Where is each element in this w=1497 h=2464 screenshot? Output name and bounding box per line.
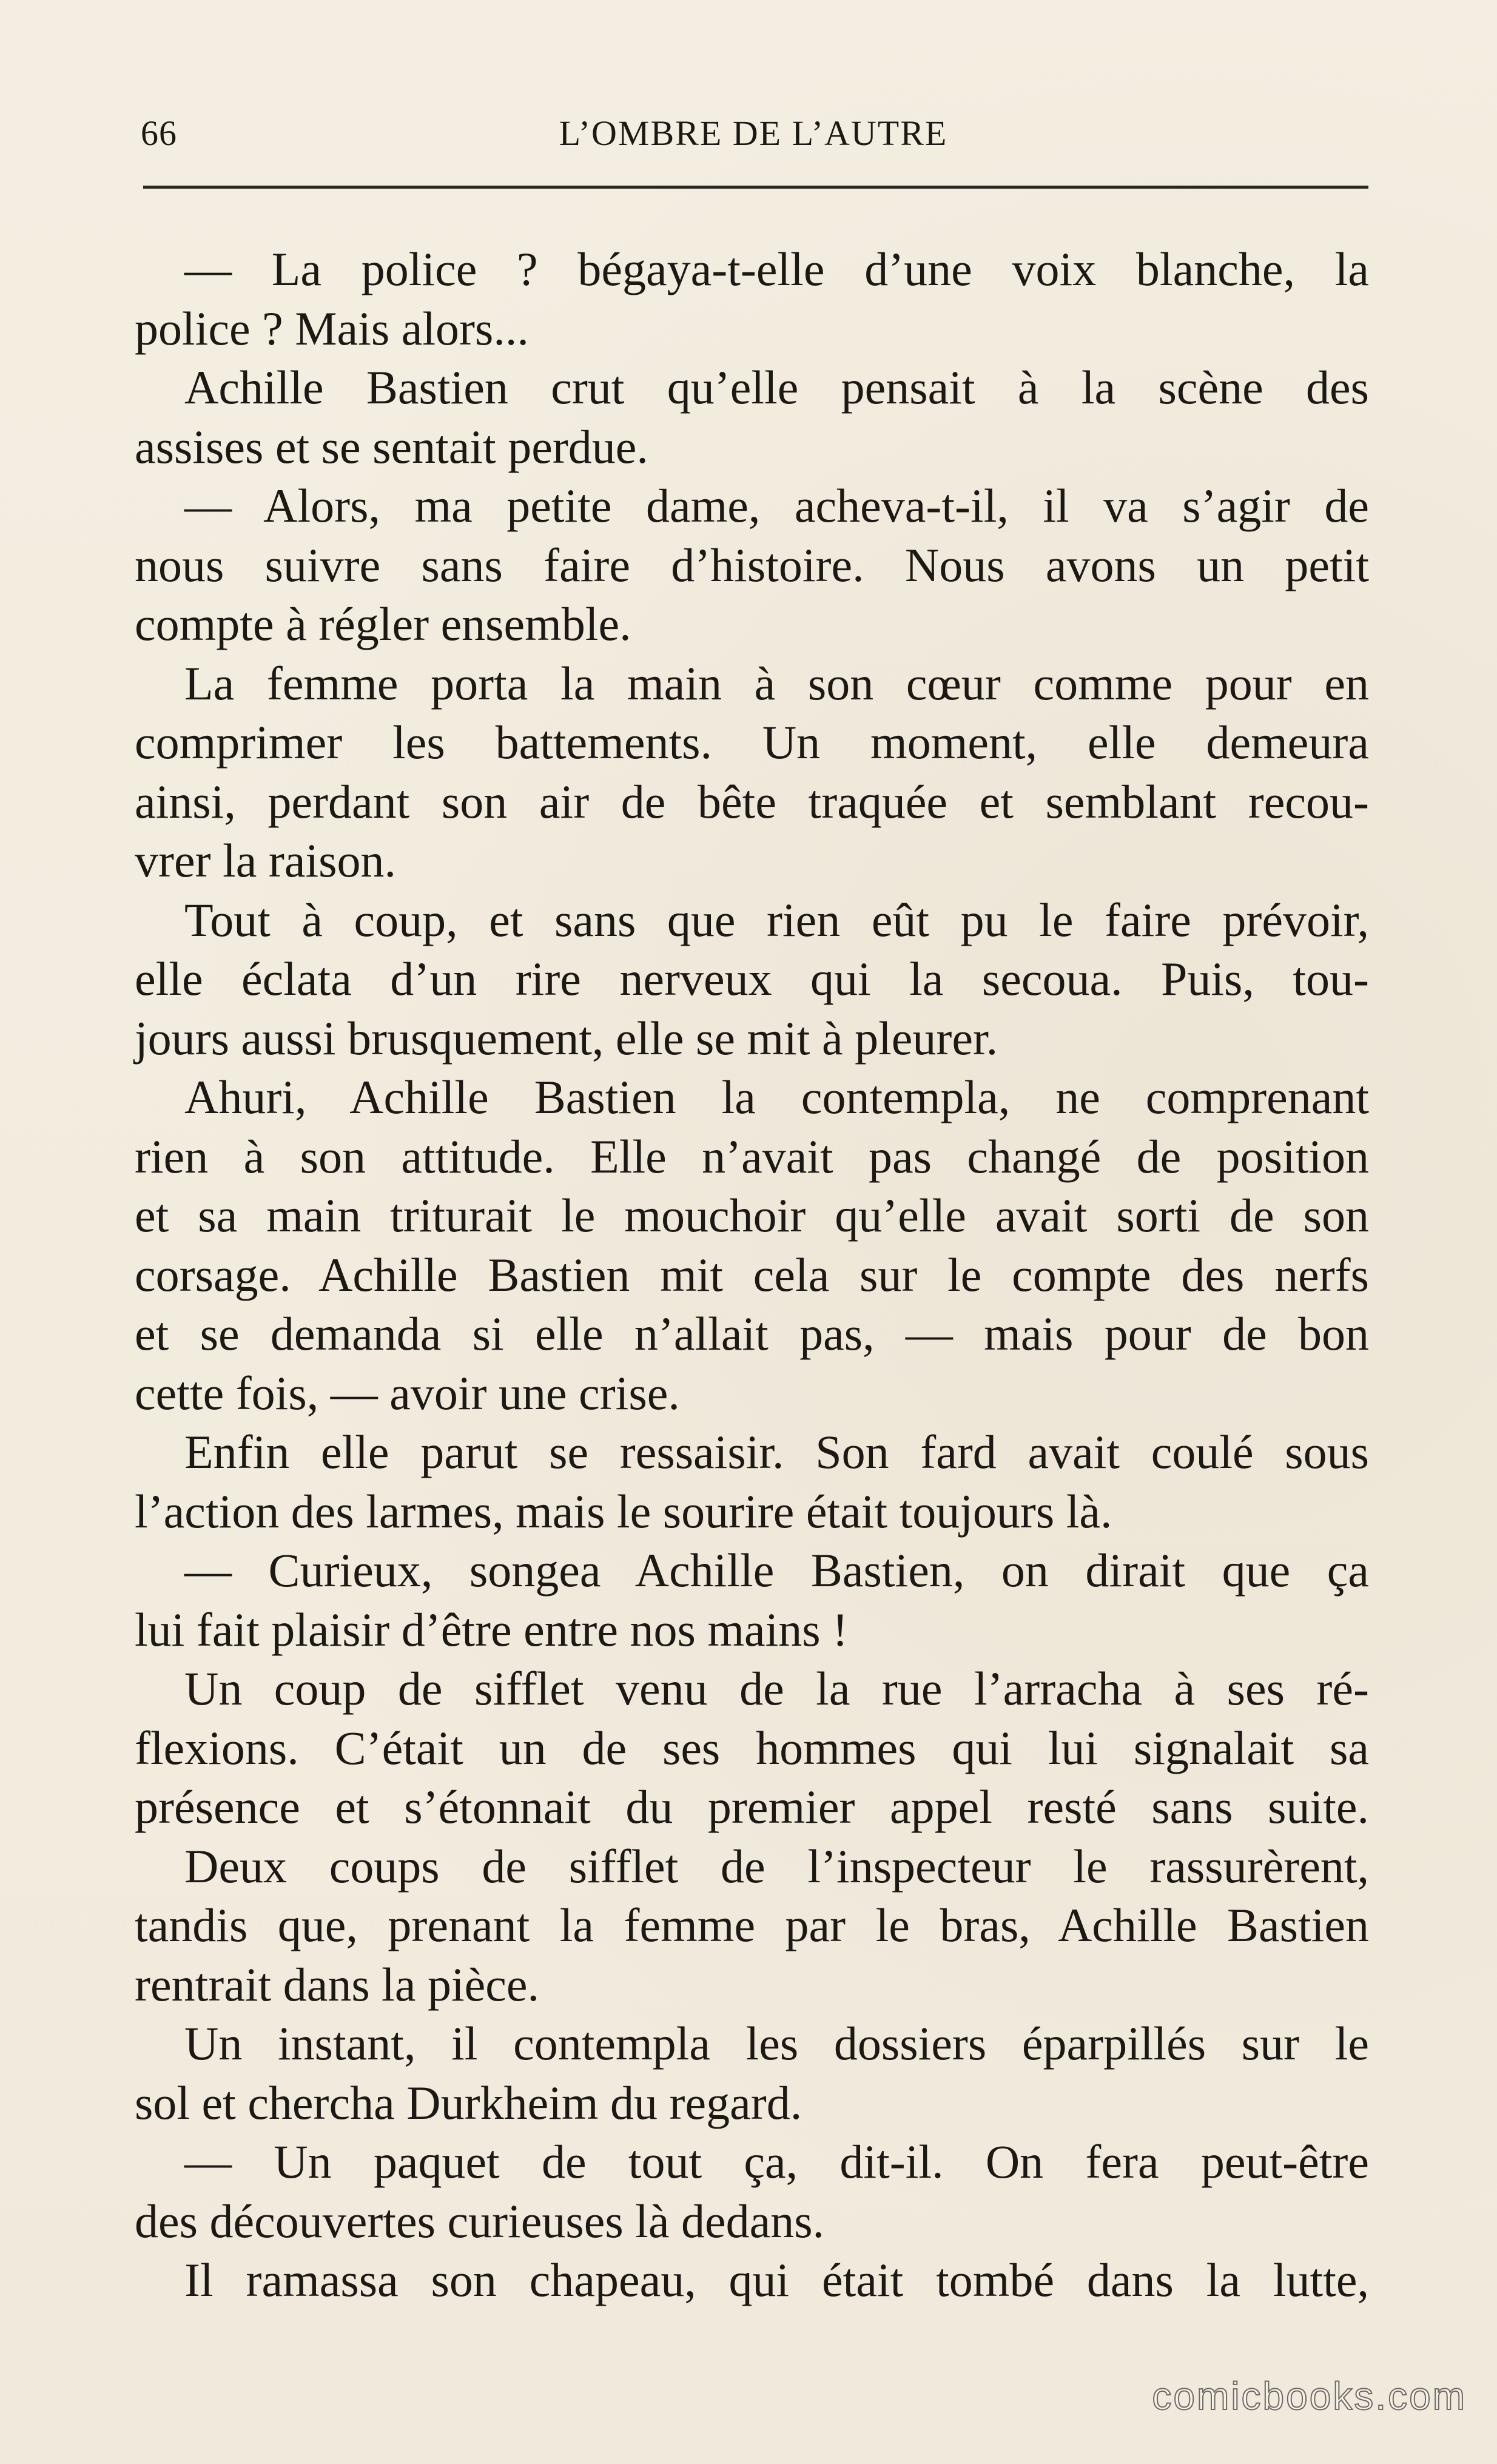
text-line: — Un paquet de tout ça, dit-il. On fera peut-être bbox=[184, 2135, 1369, 2188]
text-line: La femme porta la main à son cœur comme pour en bbox=[184, 656, 1369, 710]
text-line: assises et se sentait perdue. bbox=[135, 420, 648, 473]
text-line: corsage. Achille Bastien mit cela sur le compte des nerfs bbox=[135, 1248, 1369, 1301]
text-line: l’action des larmes, mais le sourire était toujours là. bbox=[135, 1484, 1112, 1538]
body-text bbox=[135, 240, 1369, 2310]
text-line: Il ramassa son chapeau, qui était tombé dans la lutte, bbox=[184, 2254, 1369, 2306]
text-line: ainsi, perdant son air de bête traquée et semblant recou- bbox=[135, 775, 1369, 828]
text-line: Achille Bastien crut qu’elle pensait à la scène des bbox=[184, 361, 1369, 414]
text-line: présence et s’étonnait du premier appel resté sans suite. bbox=[135, 1780, 1369, 1833]
text-line: comprimer les battements. Un moment, elle demeura bbox=[135, 716, 1369, 769]
header-rule bbox=[143, 186, 1368, 189]
text-line: rien à son attitude. Elle n’avait pas changé de position bbox=[135, 1129, 1369, 1183]
text-line: flexions. C’était un de ses hommes qui lui signalait sa bbox=[135, 1721, 1369, 1774]
text-line: et se demanda si elle n’allait pas, — mais pour de bon bbox=[135, 1307, 1369, 1360]
text-line: — Alors, ma petite dame, acheva-t-il, il va s’agir de bbox=[184, 479, 1369, 532]
page-number: 66 bbox=[141, 113, 177, 153]
text-line: elle éclata d’un rire nerveux qui la secoua. Puis, tou- bbox=[135, 952, 1369, 1005]
text-line: sol et chercha Durkheim du regard. bbox=[135, 2076, 802, 2129]
running-title: L’OMBRE DE L’AUTRE bbox=[559, 113, 948, 153]
text-line: police ? Mais alors... bbox=[135, 301, 529, 355]
text-line: tandis que, prenant la femme par le bras, Achille Bastien bbox=[135, 1899, 1369, 1951]
text-line: Deux coups de sifflet de l’inspecteur le rassurèrent, bbox=[184, 1839, 1369, 1893]
text-line: lui fait plaisir d’être entre nos mains ! bbox=[135, 1603, 849, 1656]
text-line: — La police ? bégaya-t-elle d’une voix blanche, la bbox=[184, 243, 1369, 295]
text-line: jours aussi brusquement, elle se mit à pleurer. bbox=[135, 1011, 998, 1065]
watermark: comicbooks.com bbox=[1152, 2374, 1467, 2418]
text-line: Tout à coup, et sans que rien eût pu le faire prévoir, bbox=[184, 893, 1369, 946]
text-line: Ahuri, Achille Bastien la contempla, ne comprenant bbox=[184, 1071, 1369, 1123]
page-header bbox=[141, 109, 1366, 158]
text-line: nous suivre sans faire d’histoire. Nous avons un petit bbox=[135, 538, 1369, 591]
text-line: vrer la raison. bbox=[135, 834, 396, 887]
text-line: rentrait dans la pièce. bbox=[135, 1957, 539, 2011]
text-line: cette fois, — avoir une crise. bbox=[135, 1366, 680, 1419]
text-line: Enfin elle parut se ressaisir. Son fard avait coulé sous bbox=[184, 1426, 1369, 1478]
text-line: Un instant, il contempla les dossiers éparpillés sur le bbox=[184, 2017, 1369, 2070]
text-line: et sa main triturait le mouchoir qu’elle avait sorti de son bbox=[135, 1189, 1369, 1242]
text-line: — Curieux, songea Achille Bastien, on dirait que ça bbox=[184, 1544, 1369, 1597]
text-line: Un coup de sifflet venu de la rue l’arracha à ses ré- bbox=[184, 1662, 1369, 1715]
text-line: des découvertes curieuses là dedans. bbox=[135, 2194, 825, 2247]
text-line: compte à régler ensemble. bbox=[135, 597, 631, 650]
